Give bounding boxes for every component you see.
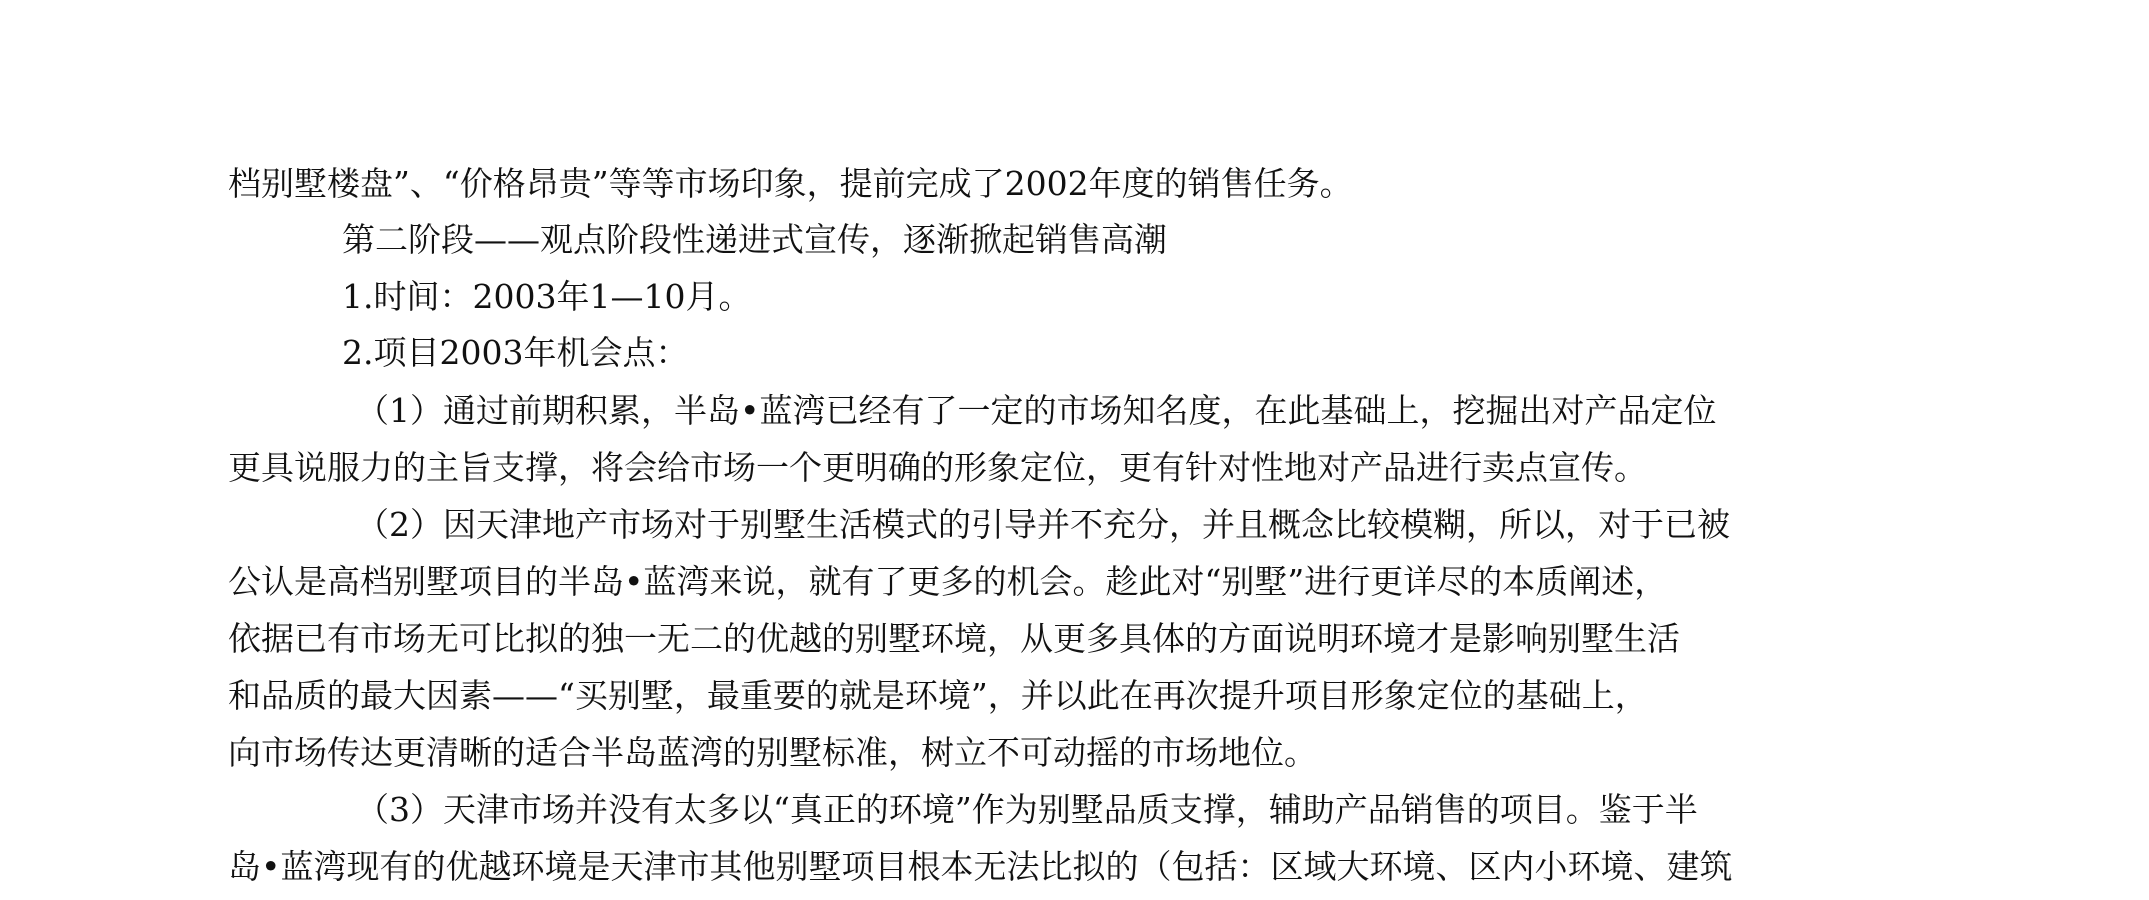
paragraph-line: 2.项目2003年机会点： bbox=[342, 333, 689, 372]
paragraph-line: 公认是高档别墅项目的半岛•蓝湾来说，就有了更多的机会。趁此对“别墅”进行更详尽的本质阐述， bbox=[228, 562, 1668, 601]
paragraph-line: 依据已有市场无可比拟的独一无二的优越的别墅环境，从更多具体的方面说明环境才是影响别墅生活 bbox=[228, 619, 1680, 658]
paragraph-line: （1）通过前期积累，半岛•蓝湾已经有了一定的市场知名度，在此基础上，挖掘出对产品定位 bbox=[356, 391, 1717, 430]
paragraph-line: 更具说服力的主旨支撑，将会给市场一个更明确的形象定位，更有针对性地对产品进行卖点宣传。 bbox=[228, 448, 1647, 487]
paragraph-line: （2）因天津地产市场对于别墅生活模式的引导并不充分，并且概念比较模糊，所以，对于已被 bbox=[356, 505, 1730, 544]
paragraph-line: 和品质的最大因素——“买别墅，最重要的就是环境”，并以此在再次提升项目形象定位的基础上， bbox=[228, 676, 1648, 715]
section-heading: 第二阶段——观点阶段性递进式宣传，逐渐掀起销售高潮 bbox=[342, 220, 1167, 259]
paragraph-line: 1.时间：2003年1—10月。 bbox=[342, 277, 752, 316]
paragraph-line: 档别墅楼盘”、“价格昂贵”等等市场印象，提前完成了2002年度的销售任务。 bbox=[228, 164, 1353, 203]
paragraph-line: （3）天津市场并没有太多以“真正的环境”作为别墅品质支撑，辅助产品销售的项目。鉴于半 bbox=[356, 790, 1698, 829]
paragraph-line: 岛•蓝湾现有的优越环境是天津市其他别墅项目根本无法比拟的（包括：区域大环境、区内小环境、建筑 bbox=[228, 847, 1733, 886]
paragraph-line: 向市场传达更清晰的适合半岛蓝湾的别墅标准，树立不可动摇的市场地位。 bbox=[228, 733, 1317, 772]
